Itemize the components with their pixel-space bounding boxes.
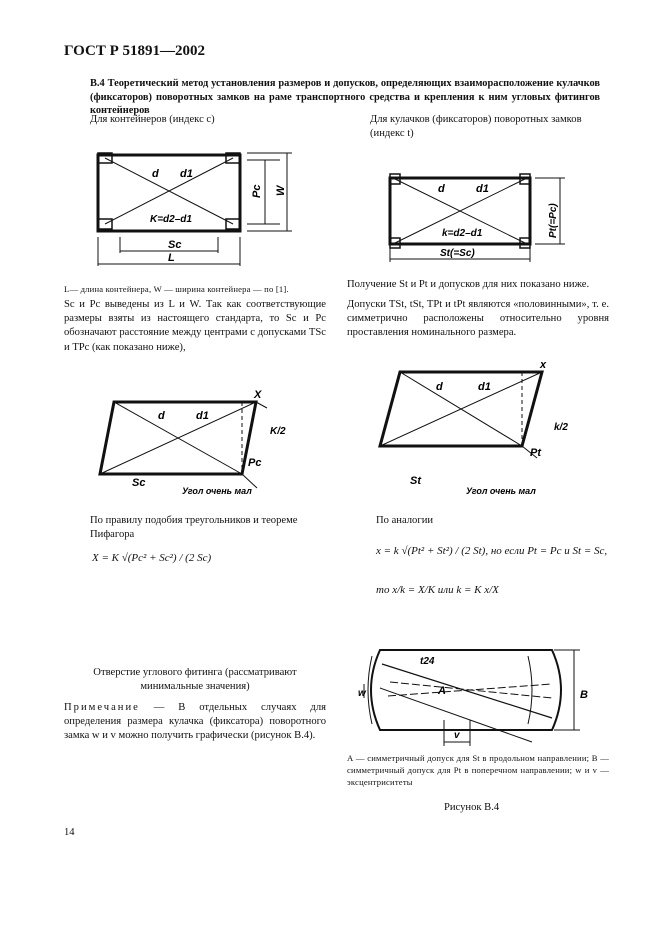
note-text: — В отдельных случаях для определения размера кулачка (фиксатора) поворотного замка w и v можно получить графически (рисунок В.4). — [64, 702, 326, 742]
right-para1: Получение St и Pt и допусков для них показано ниже. — [347, 279, 590, 290]
note-block — [64, 701, 326, 744]
fitting-note: Отверстие углового фитинга (рассматривают минимальные значения) — [93, 667, 297, 693]
note-label: Примечание — [64, 702, 140, 713]
fig-caption: А — симметричный допуск для St в продольном направлении; В — симметричный допуск для Pt в поперечном направлении; w и v — эксцентриситеты — [347, 753, 609, 787]
right-para2: Допуски TSt, tSt, TPt и tPt являются «половинными», т. е. симметрично расположены относительно уровня проставления номинального размера. — [347, 299, 609, 339]
c-para-p: Pc — [248, 457, 262, 469]
section-title: В.4 Теоретический метод установления размеров и допусков, определяющих взаиморасположение кулачков (фиксаторов) поворотных замков на раме транспортного средства и крепления к ним угловых фитингов контейнеров — [90, 78, 600, 116]
fig-title: Рисунок В.4 — [444, 802, 500, 813]
container-parallelogram — [92, 388, 302, 498]
right-formula2: то x/k = X/K или k = K x/X — [376, 584, 499, 596]
right-heading: Для кулачков (фиксаторов) поворотных замков (индекс t) — [370, 114, 582, 140]
right-formula1-cond: , но если Pt = Pc и St = Sc, — [485, 545, 608, 557]
c-angle-label: Угол очень мал — [182, 486, 252, 496]
cam-parallelogram — [372, 360, 572, 500]
t-s-label: St(=Sc) — [440, 248, 475, 259]
analogy-label: По аналогии — [376, 515, 434, 526]
container-diagram — [80, 140, 300, 275]
page-number: 14 — [64, 827, 75, 838]
t-para-p: Pt — [530, 447, 541, 459]
t-k-label: k=d2–d1 — [442, 228, 483, 239]
v-label: v — [454, 730, 460, 741]
left-para1: Sc и Pc выведены из L и W. Так как соответствующие размеры взяты из настоящего стандарта, то Sc и Pc обозначают расстояние между центрами с допусками TSc и TPc (как показано ниже), — [64, 299, 326, 353]
c-d1-label: d1 — [180, 168, 193, 180]
a-label: A — [438, 685, 446, 697]
c-l-label: L — [168, 252, 175, 264]
t-k2-label: k/2 — [554, 422, 568, 433]
c-para-d1: d1 — [196, 410, 209, 422]
t-x-label: x — [540, 360, 547, 371]
t-angle-label: Угол очень мал — [466, 486, 536, 496]
left-heading: Для контейнеров (индекс c) — [90, 114, 215, 125]
t-para-s: St — [410, 475, 421, 487]
b-label: B — [580, 689, 588, 701]
t-d-label: d — [438, 183, 445, 195]
t-d1-label: d1 — [476, 183, 489, 195]
cam-hole-diagram — [352, 638, 592, 750]
t24-label: t24 — [420, 656, 435, 667]
t-para-d: d — [436, 381, 443, 393]
right-formula1-left: x = k √(Pt² + St²) / (2 St) — [376, 545, 486, 557]
left-para2: По правилу подобия треугольников и теореме Пифагора — [90, 515, 298, 541]
c-k2-label: K/2 — [270, 426, 286, 437]
standard-header: ГОСТ Р 51891—2002 — [64, 43, 206, 59]
c-para-s: Sc — [132, 477, 146, 489]
t-para-d1: d1 — [478, 381, 491, 393]
legend-text: L— длина контейнера, W — ширина контейнера — по [1]. — [64, 284, 289, 294]
t-p-label: Pt(=Pc) — [548, 203, 559, 238]
c-x-label: X — [254, 389, 262, 401]
cam-diagram — [370, 160, 570, 270]
c-k-label: K=d2–d1 — [150, 214, 192, 225]
c-d-label: d — [152, 168, 159, 180]
right-formula1 — [376, 545, 616, 557]
c-w-label: W — [275, 185, 287, 196]
c-s-label: Sc — [168, 239, 182, 251]
c-p-label: Pc — [251, 184, 263, 198]
left-formula: X = K √(Pc² + Sc²) / (2 Sc) — [92, 552, 212, 564]
c-para-d: d — [158, 410, 165, 422]
w-label: w — [358, 688, 366, 699]
